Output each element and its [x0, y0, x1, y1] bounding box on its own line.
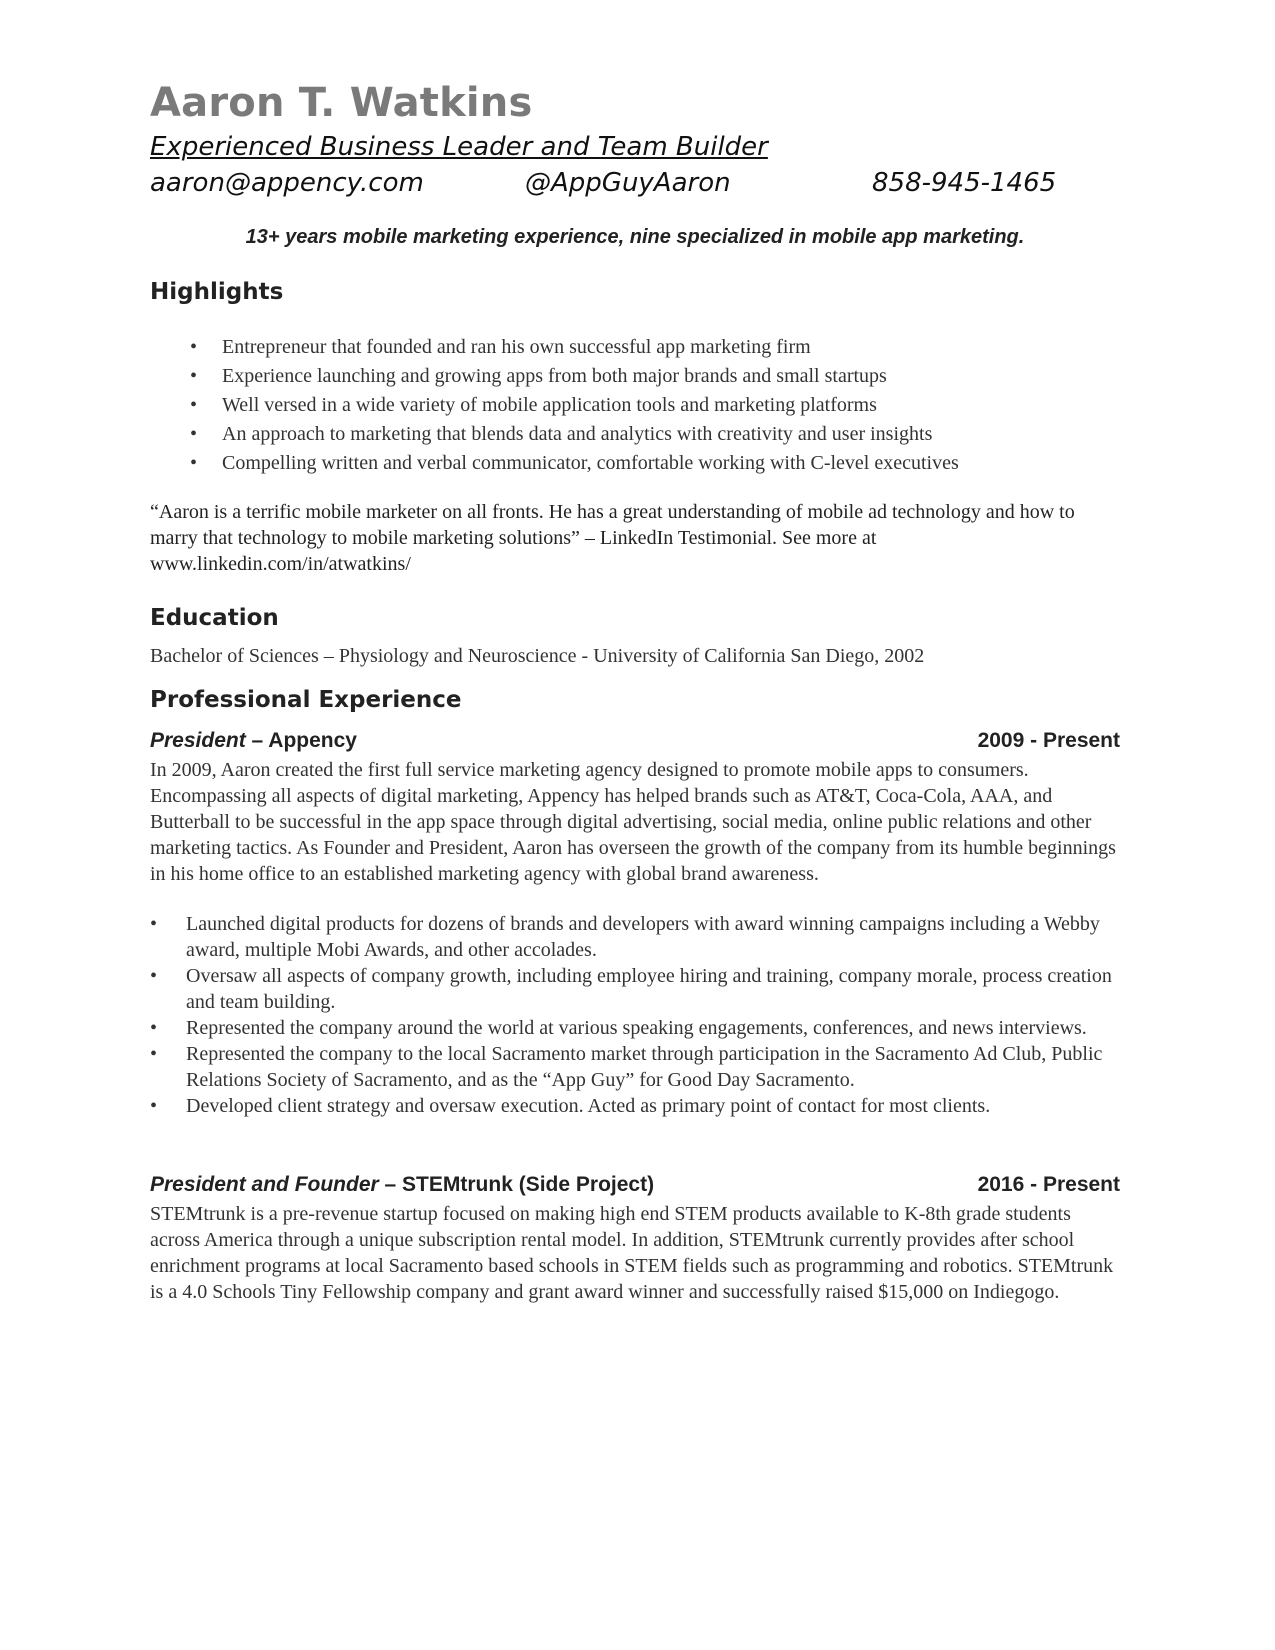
job-description: STEMtrunk is a pre-revenue startup focused on making high end STEM products available to K-8th grade students across America through a unique subscription rental model. In addition, STEMtrunk currently provides after school enrichment programs at local Sacramento based schools in STEM fields such as programming and robotics. STEMtrunk is a 4.0 Schools Tiny Fellowship company and grant award winner and successfully raised $15,000 on Indiegogo.: [150, 1203, 1114, 1303]
job-bullets: [150, 911, 1120, 1119]
highlight-text: Well versed in a wide variety of mobile application tools and marketing platforms: [222, 394, 877, 416]
bullet-icon: •: [190, 423, 198, 445]
candidate-name: Aaron T. Watkins: [150, 80, 533, 126]
bullet-text: Developed client strategy and oversaw execution. Acted as primary point of contact for most clients.: [186, 1095, 991, 1117]
job-dates: 2016 - Present: [977, 1173, 1120, 1196]
list-item: [150, 963, 1120, 1015]
bullet-icon: •: [150, 1043, 158, 1065]
job-dates: 2009 - Present: [977, 729, 1120, 752]
bullet-icon: •: [150, 913, 158, 935]
bullet-icon: •: [190, 365, 198, 387]
bullet-text: Oversaw all aspects of company growth, including employee hiring and training, company morale, process creation and team building.: [186, 965, 1112, 1013]
summary-line: 13+ years mobile marketing experience, nine specialized in mobile app marketing.: [245, 226, 1025, 248]
list-item: [190, 333, 1120, 362]
highlight-text: Entrepreneur that founded and ran his own successful app marketing firm: [222, 336, 811, 358]
email-text: aaron@appency.com: [150, 168, 424, 198]
tagline: Experienced Business Leader and Team Builder: [150, 132, 768, 162]
job-description: In 2009, Aaron created the first full service marketing agency designed to promote mobile apps to consumers. Encompassing all aspects of digital marketing, Appency has helped brands such as AT&T, Coca-Cola, AAA, and Butterball to be successful in the app space through digital advertising, social media, online public relations and other marketing tactics. As Founder and President, Aaron has overseen the growth of the company from its humble beginnings in his home office to an established marketing agency with global brand awareness.: [150, 759, 1116, 885]
bullet-icon: •: [190, 452, 198, 474]
job-company: – Appency: [245, 729, 357, 752]
job-title: President: [150, 729, 246, 752]
contact-line: [150, 168, 1120, 208]
highlight-text: Experience launching and growing apps from both major brands and small startups: [222, 365, 887, 387]
list-item: [150, 911, 1120, 963]
education-heading: Education: [150, 605, 279, 631]
list-item: [190, 362, 1120, 391]
list-item: [150, 1015, 1120, 1041]
bullet-text: Represented the company around the world at various speaking engagements, conferences, and news interviews.: [186, 1017, 1087, 1039]
bullet-text: Represented the company to the local Sacramento market through participation in the Sacramento Ad Club, Public Relations Society of Sacramento, and as the “App Guy” for Good Day Sacramento.: [186, 1043, 1103, 1091]
bullet-icon: •: [150, 1095, 158, 1117]
highlights-list: [150, 333, 1120, 478]
highlight-text: Compelling written and verbal communicator, comfortable working with C-level executives: [222, 452, 959, 474]
twitter-handle: @AppGuyAaron: [525, 168, 731, 198]
bullet-text: Launched digital products for dozens of brands and developers with award winning campaigns including a Webby award, multiple Mobi Awards, and other accolades.: [186, 913, 1100, 961]
job-header-appency: [150, 729, 1120, 757]
bullet-icon: •: [150, 965, 158, 987]
bullet-icon: •: [150, 1017, 158, 1039]
highlights-heading: Highlights: [150, 279, 284, 305]
job-company: – STEMtrunk (Side Project): [378, 1173, 655, 1196]
bullet-icon: •: [190, 394, 198, 416]
experience-heading: Professional Experience: [150, 687, 462, 713]
job-title: President and Founder: [150, 1173, 379, 1196]
list-item: [150, 1041, 1120, 1093]
resume-page: [150, 78, 1120, 1305]
phone-number: 858-945-1465: [872, 168, 1057, 198]
list-item: [190, 449, 1120, 478]
job-header-stemtrunk: [150, 1173, 1120, 1201]
list-item: [190, 420, 1120, 449]
testimonial-quote: “Aaron is a terrific mobile marketer on all fronts. He has a great understanding of mobile ad technology and how to marry that technology to mobile marketing solutions” – LinkedIn Testimonial. See more at www.linkedin.com/in/atwatkins/: [150, 501, 1075, 575]
highlight-text: An approach to marketing that blends data and analytics with creativity and user insights: [222, 423, 933, 445]
list-item: [190, 391, 1120, 420]
bullet-icon: •: [190, 336, 198, 358]
education-entry: Bachelor of Sciences – Physiology and Neuroscience - University of California San Diego, 2002: [150, 645, 925, 667]
list-item: [150, 1093, 1120, 1119]
